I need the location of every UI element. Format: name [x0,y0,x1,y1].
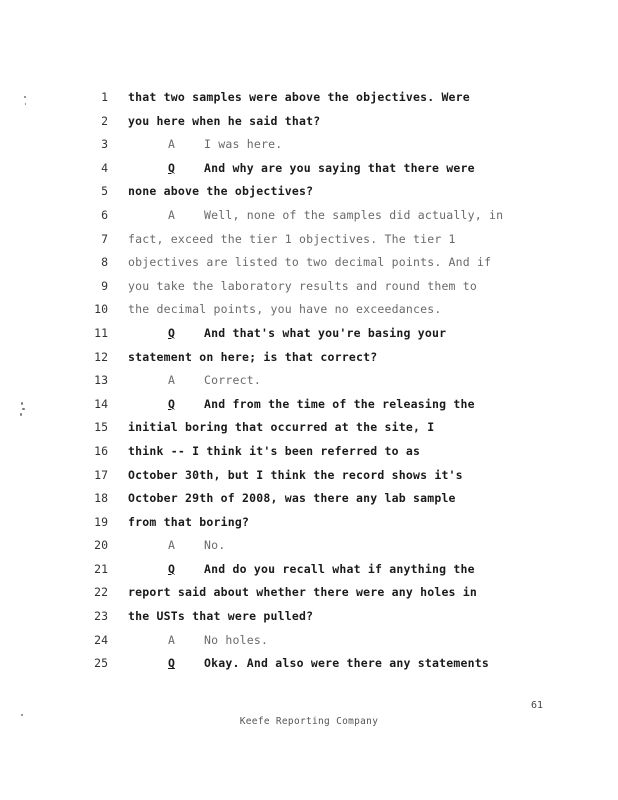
transcript-line [0,581,618,605]
line-text: the USTs that were pulled? [128,609,314,624]
speaker-label: Q [168,656,175,671]
line-text: none above the objectives? [128,184,314,199]
line-number: 17 [94,467,108,482]
line-text: think -- I think it's been referred to as [128,443,421,458]
line-number: 13 [94,373,108,388]
transcript-line [0,322,618,346]
transcript-line [0,86,618,110]
line-text: Correct. [204,373,261,388]
transcript-lines [0,86,618,676]
transcript-line [0,393,618,417]
line-number: 16 [94,443,108,458]
line-number: 11 [94,325,108,340]
line-text: October 30th, but I think the record shows it's [128,467,463,482]
speaker-label: A [168,137,175,152]
speaker-label: Q [168,561,175,576]
speaker-label: A [168,207,175,222]
line-text: fact, exceed the tier 1 objectives. The tier 1 [128,231,456,246]
line-number: 23 [94,609,108,624]
line-number: 4 [101,160,108,175]
line-text: And do you recall what if anything the [204,561,475,576]
transcript-line [0,534,618,558]
line-number: 6 [101,207,108,222]
line-text: And from the time of the releasing the [204,396,475,411]
line-text: you take the laboratory results and round them to [128,278,478,293]
line-number: 22 [94,585,108,600]
transcript-line [0,133,618,157]
transcript-line [0,346,618,370]
line-number: 5 [101,184,108,199]
transcript-line [0,440,618,464]
transcript-line [0,416,618,440]
speaker-label: A [168,538,175,553]
line-number: 2 [101,113,108,128]
line-number: 21 [94,561,108,576]
speaker-label: Q [168,325,175,340]
speaker-label: Q [168,160,175,175]
line-number: 7 [101,231,108,246]
transcript-line [0,180,618,204]
line-number: 1 [101,90,108,104]
line-text: No. [204,538,226,553]
line-text: objectives are listed to two decimal points. And if [128,255,492,270]
transcript-line [0,298,618,322]
transcript-line [0,558,618,582]
line-number: 12 [94,349,108,364]
transcript-line [0,464,618,488]
transcript-line [0,228,618,252]
line-text: that two samples were above the objectives. Were [128,90,470,104]
line-text: And why are you saying that there were [204,160,475,175]
line-text: report said about whether there were any holes in [128,585,478,600]
page-number: 61 [531,700,544,711]
transcript-line [0,487,618,511]
line-number: 8 [101,255,108,270]
line-number: 14 [94,396,108,411]
transcript-line [0,157,618,181]
line-text: Well, none of the samples did actually, in [204,207,504,222]
transcript-line [0,275,618,299]
line-text: Okay. And also were there any statements [204,656,489,671]
line-number: 15 [94,420,108,435]
transcript-line [0,204,618,228]
line-text: statement on here; is that correct? [128,349,378,364]
line-number: 25 [94,656,108,671]
speaker-label: Q [168,396,175,411]
line-text: No holes. [204,632,269,647]
line-text: the decimal points, you have no exceedances. [128,302,442,317]
line-text: you here when he said that? [128,113,321,128]
transcript-line [0,629,618,653]
transcript-line [0,605,618,629]
line-text: And that's what you're basing your [204,325,447,340]
line-number: 24 [94,632,108,647]
transcript-line [0,652,618,676]
line-text: from that boring? [128,514,250,529]
line-number: 18 [94,491,108,506]
speaker-label: A [168,373,175,388]
transcript-line [0,369,618,393]
line-number: 3 [101,137,108,152]
transcript-line [0,511,618,535]
transcript-line [0,251,618,275]
transcript-line [0,110,618,134]
speaker-label: A [168,632,175,647]
reporter-footer: Keefe Reporting Company [239,716,379,727]
line-number: 9 [101,278,108,293]
line-text: I was here. [204,137,283,152]
line-text: October 29th of 2008, was there any lab sample [128,491,456,506]
line-number: 10 [94,302,108,317]
line-number: 20 [94,538,108,553]
line-text: initial boring that occurred at the site, I [128,420,435,435]
line-number: 19 [94,514,108,529]
